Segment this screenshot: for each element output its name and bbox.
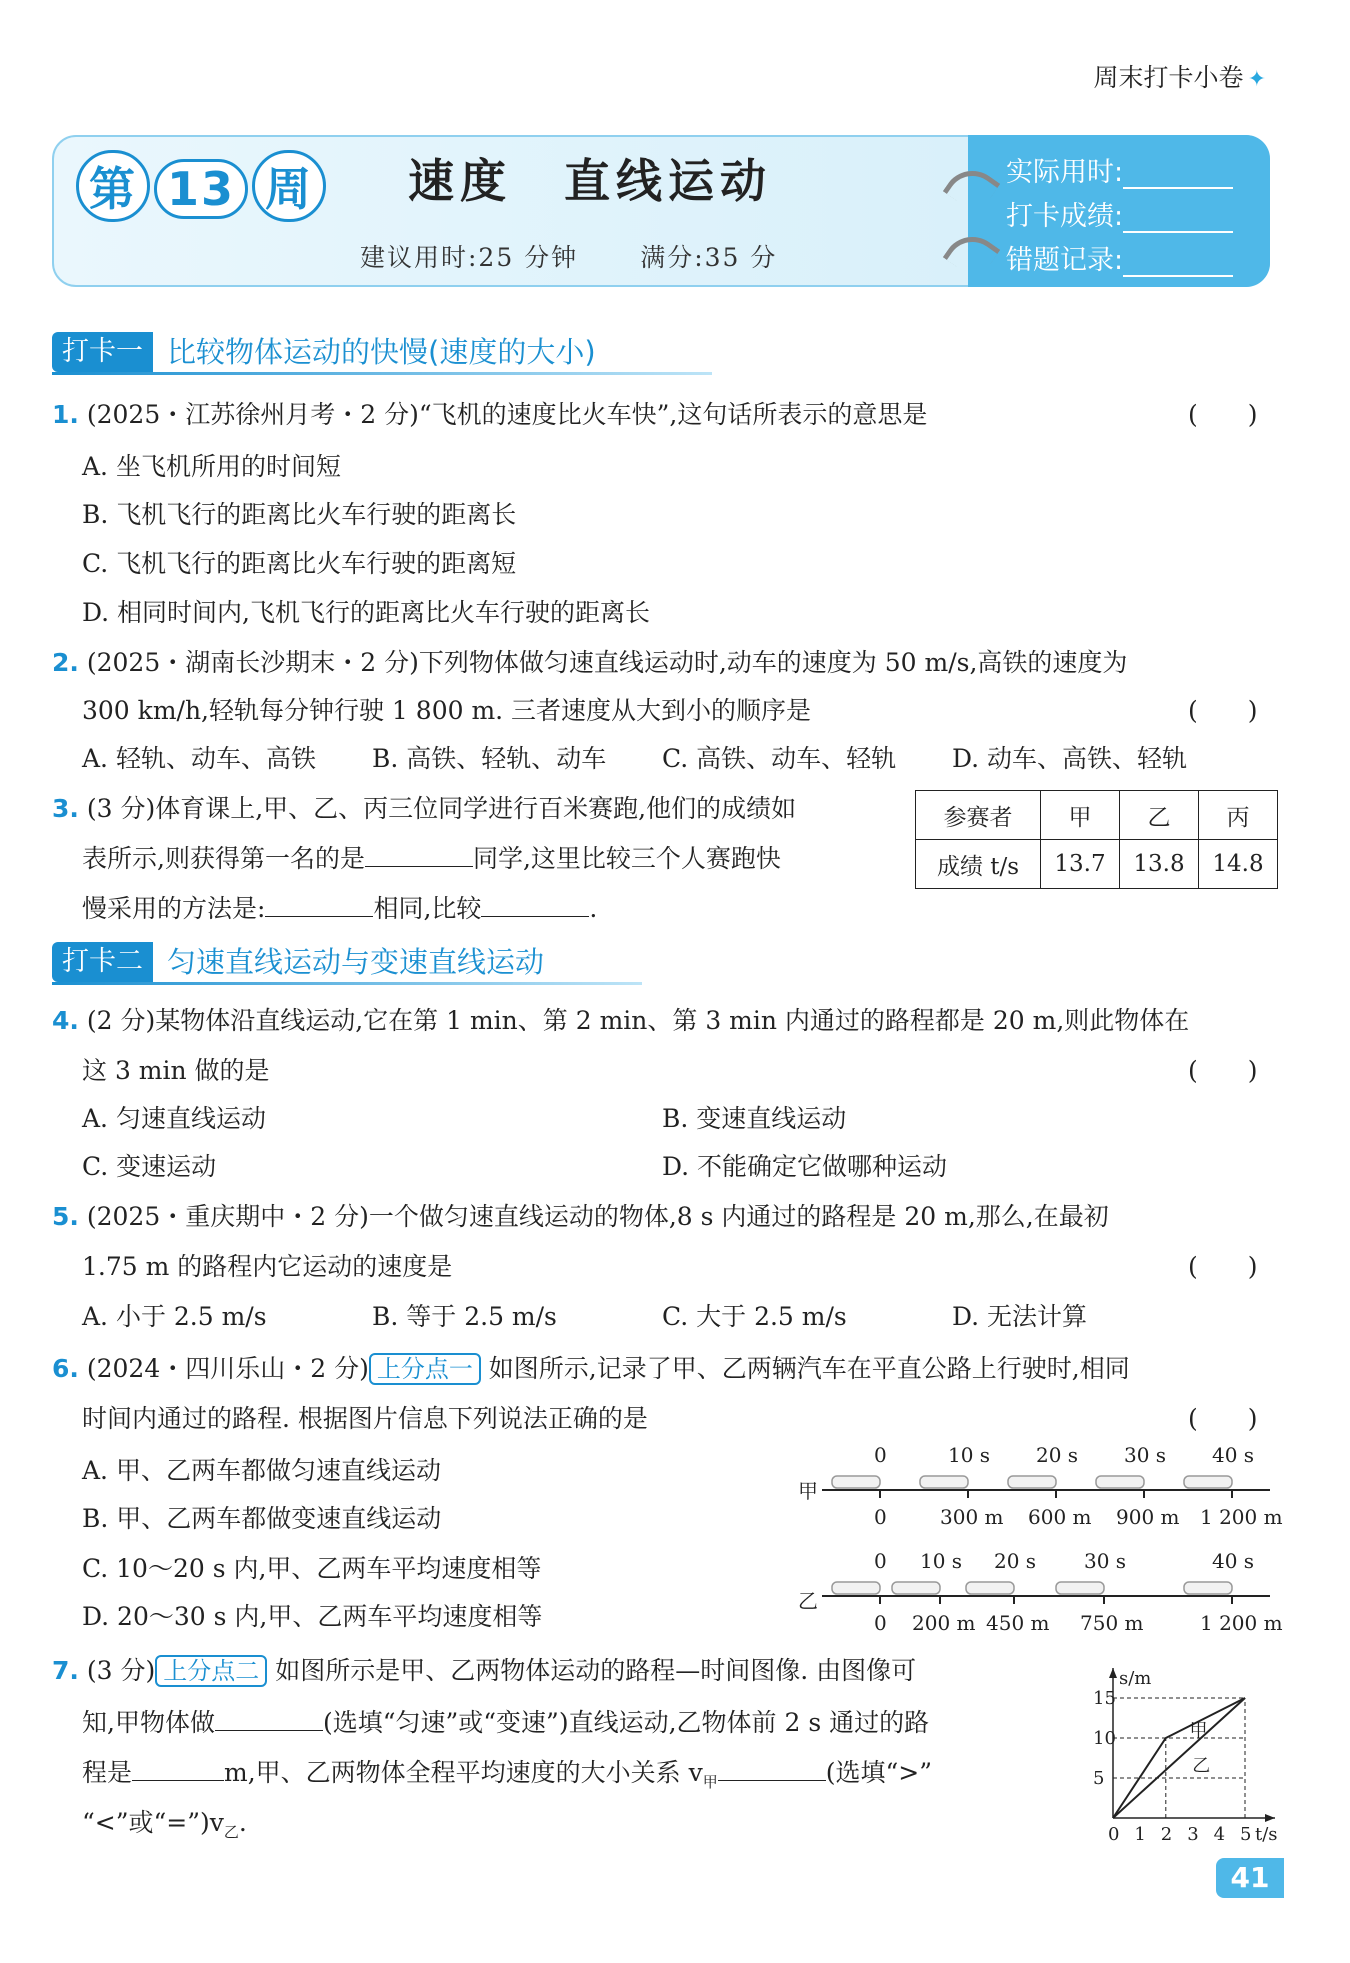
jia-dist: 1 200 m — [1200, 1505, 1283, 1529]
q5-line1: 5. (2025・重庆期中・2 分)一个做匀速直线运动的物体,8 s 内通过的路程是 20 m,那么,在最初 — [52, 1202, 1109, 1231]
record-mistakes: 错题记录: — [1006, 238, 1233, 277]
q2-option-b: B. 高铁、轻轨、动车 — [372, 744, 607, 773]
series-jia-line — [1113, 1698, 1245, 1818]
yi-ticks — [880, 1596, 1232, 1604]
x-axis-label: t/s — [1255, 1824, 1278, 1845]
st-graph — [1095, 1650, 1295, 1845]
x-tick-label: 3 — [1187, 1824, 1199, 1845]
q2-line1: 2. (2025・湖南长沙期末・2 分)下列物体做匀速直线运动时,动车的速度为 50 m/s,高铁的速度为 — [52, 648, 1128, 677]
car-icon — [1008, 1476, 1056, 1488]
q5-option-d: D. 无法计算 — [952, 1302, 1088, 1331]
q6-line2: 时间内通过的路程. 根据图片信息下列说法正确的是 — [82, 1404, 648, 1433]
jia-dist: 0 — [874, 1505, 887, 1529]
week-badge: 第 13 周 — [74, 150, 328, 222]
y-tick-label: 10 — [1093, 1728, 1116, 1749]
q3-line2: 表所示,则获得第一名的是 同学,这里比较三个人赛跑快 — [82, 844, 781, 873]
yi-time: 0 — [874, 1549, 887, 1573]
x-tick-label: 1 — [1134, 1824, 1146, 1845]
yi-dist: 200 m — [912, 1611, 976, 1635]
yi-label: 乙 — [798, 1589, 818, 1613]
q4-option-d: D. 不能确定它做哪种运动 — [662, 1152, 948, 1181]
brand-label: 周末打卡小卷 ✦ — [1093, 63, 1266, 92]
yi-dist: 1 200 m — [1200, 1611, 1283, 1635]
jia-dist: 900 m — [1116, 1505, 1180, 1529]
x-tick-label: 5 — [1240, 1824, 1252, 1845]
car-icon — [966, 1582, 1014, 1594]
q5-option-c: C. 大于 2.5 m/s — [662, 1302, 847, 1331]
jia-time: 20 s — [1036, 1443, 1079, 1467]
q6-option-a: A. 甲、乙两车都做匀速直线运动 — [82, 1456, 441, 1485]
q6-option-d: D. 20～30 s 内,甲、乙两车平均速度相等 — [82, 1602, 543, 1631]
q1-answer-paren: ( ) — [1188, 400, 1258, 429]
series-label: 乙 — [1192, 1755, 1211, 1777]
car-icon — [1056, 1582, 1104, 1594]
car-icon — [920, 1476, 968, 1488]
car-icon — [1184, 1582, 1232, 1594]
page-number: 41 — [1216, 1858, 1284, 1898]
x-tick-label: 2 — [1160, 1824, 1173, 1845]
table-cell: 14.8 — [1199, 840, 1278, 889]
yi-time: 40 s — [1212, 1549, 1255, 1573]
q7-line2: 知,甲物体做 (选填“匀速”或“变速”)直线运动,乙物体前 2 s 通过的路 — [82, 1708, 930, 1737]
table-cell: 13.7 — [1041, 840, 1120, 889]
record-actual-time: 实际用时: — [1006, 150, 1233, 189]
yi-time: 20 s — [994, 1549, 1037, 1573]
q7-line4: “<”或“$=”)v_乙$. — [82, 1808, 247, 1841]
sparkle-icon: ✦ — [1247, 67, 1266, 92]
table-header-cell: 参赛者 — [916, 791, 1041, 840]
y-tick-label: 5 — [1093, 1768, 1105, 1789]
table-header-cell: 甲 — [1041, 791, 1120, 840]
q2-answer-paren: ( ) — [1188, 696, 1258, 725]
section-heading-1: 打卡一 比较物体运动的快慢(速度的大小) — [52, 332, 596, 372]
jia-dist: 300 m — [940, 1505, 1004, 1529]
q4-option-b: B. 变速直线运动 — [662, 1104, 847, 1133]
page-title: 速度 直线运动 — [408, 154, 772, 208]
x-tick-label: 0 — [1108, 1824, 1120, 1845]
q4-option-c: C. 变速运动 — [82, 1152, 217, 1181]
q5-answer-paren: ( ) — [1188, 1252, 1258, 1281]
q4-answer-paren: ( ) — [1188, 1056, 1258, 1085]
car-road-diagram — [790, 1440, 1290, 1670]
score-point-tag: 上分点二 — [155, 1655, 267, 1687]
y-axis-label: s/m — [1119, 1668, 1152, 1689]
table-header-cell: 丙 — [1199, 791, 1278, 840]
yi-dist: 0 — [874, 1611, 887, 1635]
table-cell: 13.8 — [1120, 840, 1199, 889]
q4-line2: 这 3 min 做的是 — [82, 1056, 270, 1085]
score-point-tag: 上分点一 — [369, 1353, 481, 1385]
jia-label: 甲 — [798, 1479, 818, 1503]
q1-option-d: D. 相同时间内,飞机飞行的距离比火车行驶的距离长 — [82, 598, 650, 627]
q6-line1: 6. (2024・四川乐山・2 分) 上分点一 如图所示,记录了甲、乙两辆汽车在平直公路上行驶时,相同 — [52, 1354, 1130, 1383]
q3-line1: 3. (3 分)体育课上,甲、乙、丙三位同学进行百米赛跑,他们的成绩如 — [52, 794, 797, 823]
q6-option-b: B. 甲、乙两车都做变速直线运动 — [82, 1504, 442, 1533]
y-axis-arrow — [1109, 1668, 1117, 1678]
q5-option-a: A. 小于 2.5 m/s — [82, 1302, 267, 1331]
q1-stem: 1. (2025・江苏徐州月考・2 分)“飞机的速度比火车快”,这句话所表示的意思是 — [52, 400, 928, 429]
header-meta: 建议用时:25 分钟 满分:35 分 — [360, 243, 778, 272]
table-cell: 成绩 t/s — [916, 840, 1041, 889]
q2-option-d: D. 动车、高铁、轻轨 — [952, 744, 1188, 773]
q7-line3: 程是 m,甲、乙两物体全程平均速度的大小关系 $v_甲$ (选填“>” — [82, 1758, 933, 1791]
jia-time: 0 — [874, 1443, 887, 1467]
yi-dist: 450 m — [986, 1611, 1050, 1635]
q3-line3: 慢采用的方法是: 相同,比较 . — [82, 894, 598, 923]
car-icon — [1184, 1476, 1232, 1488]
q2-option-c: C. 高铁、动车、轻轨 — [662, 744, 897, 773]
car-icon — [832, 1476, 880, 1488]
yi-time: 30 s — [1084, 1549, 1127, 1573]
q1-option-a: A. 坐飞机所用的时间短 — [82, 452, 341, 481]
q3-score-table — [915, 790, 1278, 889]
car-icon — [892, 1582, 940, 1594]
q5-option-b: B. 等于 2.5 m/s — [372, 1302, 557, 1331]
car-icon — [1096, 1476, 1144, 1488]
yi-time: 10 s — [920, 1549, 963, 1573]
car-icon — [832, 1582, 880, 1594]
jia-ticks — [880, 1490, 1232, 1498]
jia-time: 30 s — [1124, 1443, 1167, 1467]
q6-option-c: C. 10～20 s 内,甲、乙两车平均速度相等 — [82, 1554, 542, 1583]
x-tick-label: 4 — [1213, 1824, 1226, 1845]
q7-line1: 7. (3 分) 上分点二 如图所示是甲、乙两物体运动的路程—时间图像. 由图像可 — [52, 1656, 917, 1685]
q2-option-a: A. 轻轨、动车、高铁 — [82, 744, 316, 773]
section-heading-2: 打卡二 匀速直线运动与变速直线运动 — [52, 942, 544, 982]
q4-option-a: A. 匀速直线运动 — [82, 1104, 266, 1133]
jia-dist: 600 m — [1028, 1505, 1092, 1529]
yi-dist: 750 m — [1080, 1611, 1144, 1635]
q4-line1: 4. (2 分)某物体沿直线运动,它在第 1 min、第 2 min、第 3 min 内通过的路程都是 20 m,则此物体在 — [52, 1006, 1190, 1035]
x-axis-arrow — [1265, 1814, 1275, 1822]
y-tick-label: 15 — [1093, 1688, 1116, 1709]
q2-line2: 300 km/h,轻轨每分钟行驶 1 800 m. 三者速度从大到小的顺序是 — [82, 696, 812, 725]
record-score: 打卡成绩: — [1006, 194, 1233, 233]
q1-option-b: B. 飞机飞行的距离比火车行驶的距离长 — [82, 500, 517, 529]
table-header-cell: 乙 — [1120, 791, 1199, 840]
q6-answer-paren: ( ) — [1188, 1404, 1258, 1433]
q5-line2: 1.75 m 的路程内它运动的速度是 — [82, 1252, 453, 1281]
series-label: 甲 — [1189, 1720, 1208, 1742]
jia-time: 40 s — [1212, 1443, 1255, 1467]
jia-time: 10 s — [948, 1443, 991, 1467]
q1-option-c: C. 飞机飞行的距离比火车行驶的距离短 — [82, 549, 517, 578]
